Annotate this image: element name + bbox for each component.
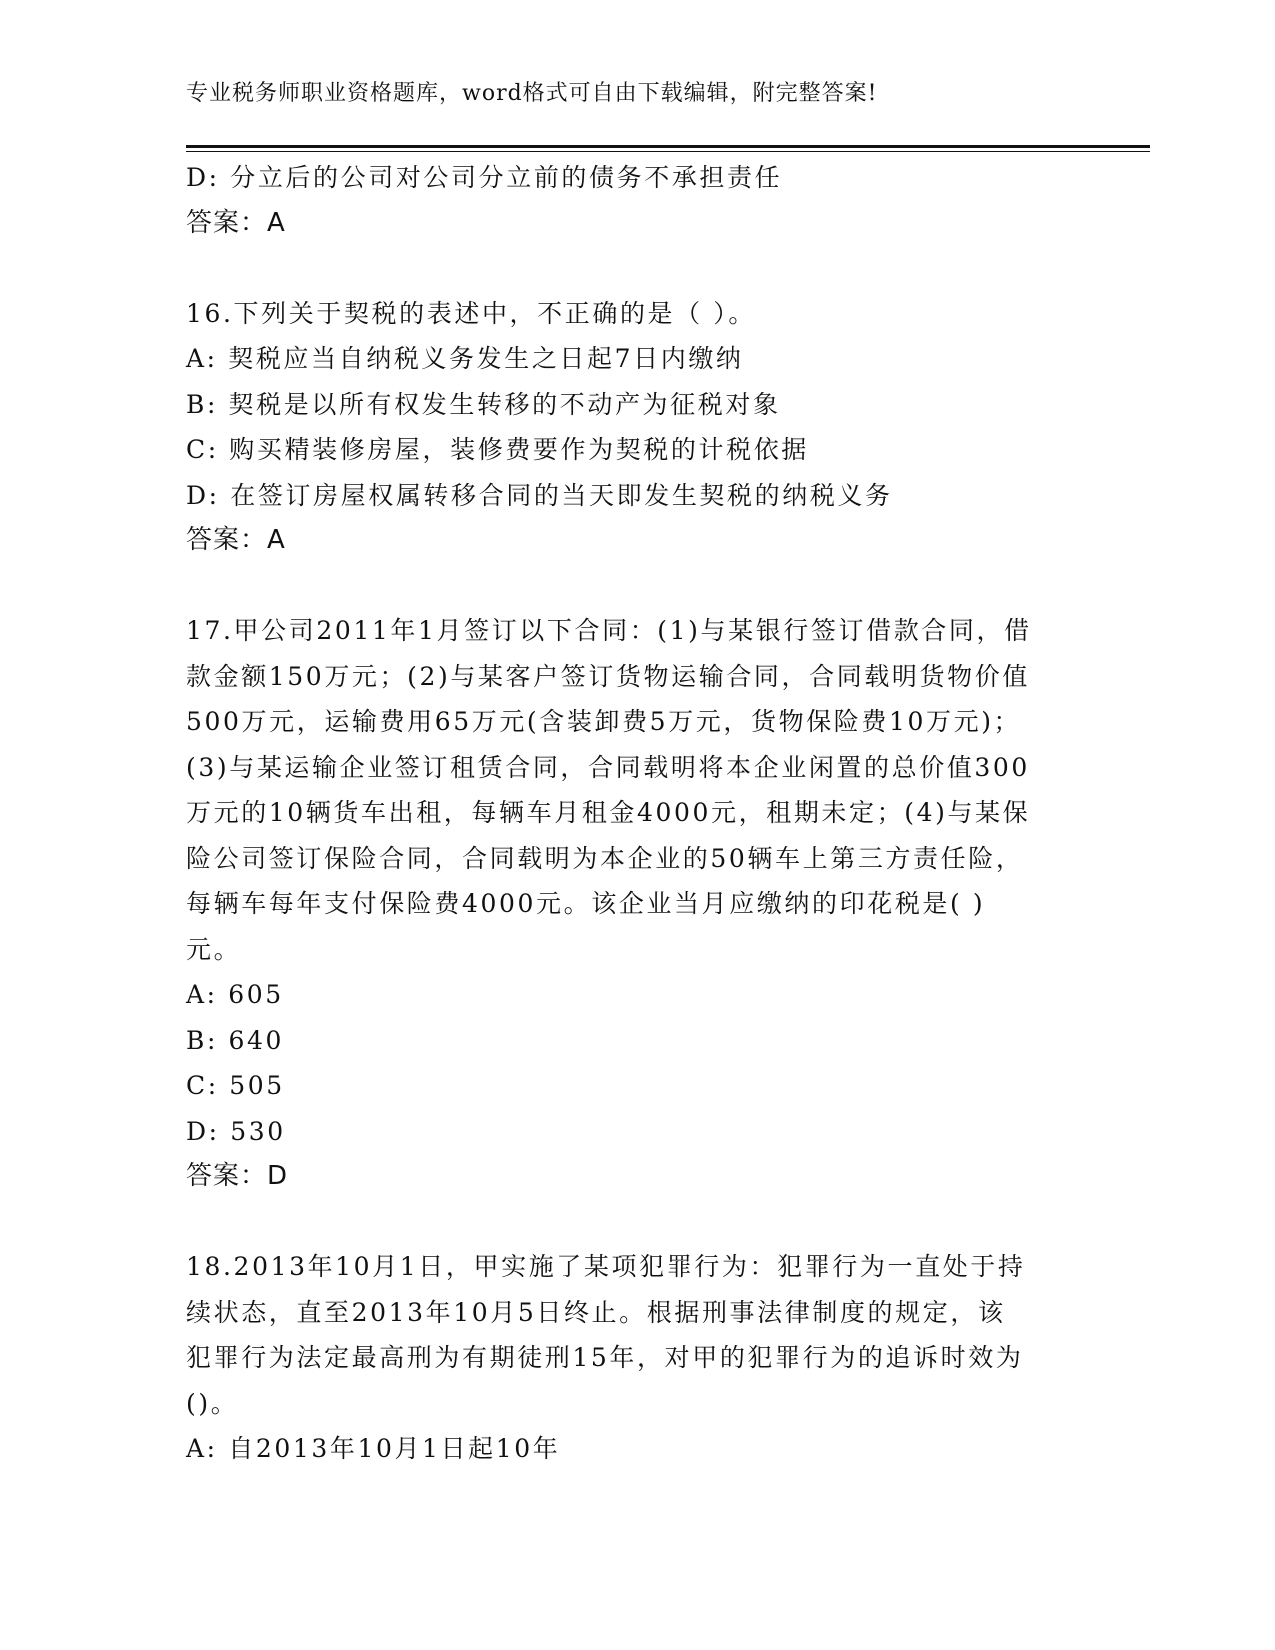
answer: 答案：A <box>186 207 286 238</box>
option-d: D: 分立后的公司对公司分立前的债务不承担责任 <box>186 163 783 192</box>
question-stem-line: 款金额150万元；(2)与某客户签订货物运输合同，合同载明货物价值 <box>186 661 1030 691</box>
option-a: A: 契税应当自纳税义务发生之日起7日内缴纳 <box>186 344 744 373</box>
option-b: B: 契税是以所有权发生转移的不动产为征税对象 <box>186 389 781 419</box>
option-a: A: 自2013年10月1日起10年 <box>186 1434 561 1463</box>
question-stem-line: 万元的10辆货车出租，每辆车月租金4000元，租期未定；(4)与某保 <box>186 798 1031 827</box>
question-stem: 16.下列关于契税的表述中，不正确的是（ ）。 <box>186 298 757 328</box>
option-c: C: 505 <box>186 1071 285 1100</box>
question-18 <box>186 1244 1086 1472</box>
page-header: 专业税务师职业资格题库，word格式可自由下载编辑，附完整答案! <box>186 81 878 106</box>
question-stem-line: 元。 <box>186 934 242 964</box>
spacer <box>186 246 1086 291</box>
question-stem-line: 500万元，运输费用65万元(含装卸费5万元，货物保险费10万元)； <box>186 707 1022 736</box>
question-list <box>186 155 1086 1472</box>
question-15 <box>186 155 1086 246</box>
answer: 答案：D <box>186 1161 289 1191</box>
option-c: C: 购买精装修房屋，装修费要作为契税的计税依据 <box>186 435 809 464</box>
question-16 <box>186 291 1086 564</box>
option-d: D: 在签订房屋权属转移合同的当天即发生契税的纳税义务 <box>186 480 893 510</box>
question-stem-line: ()。 <box>186 1388 239 1418</box>
question-stem-line: 续状态，直至2013年10月5日终止。根据刑事法律制度的规定，该 <box>186 1297 1006 1327</box>
spacer <box>186 563 1086 608</box>
question-stem-line: 每辆车每年支付保险费4000元。该企业当月应缴纳的印花税是( ) <box>186 889 986 918</box>
question-stem-line: 17.甲公司2011年1月签订以下合同：(1)与某银行签订借款合同，借 <box>186 616 1032 645</box>
header-divider-thick <box>186 145 1150 148</box>
option-b: B: 640 <box>186 1025 285 1055</box>
option-a: A: 605 <box>186 980 284 1009</box>
question-stem-line: (3)与某运输企业签订租赁合同，合同载明将本企业闲置的总价值300 <box>186 752 1030 782</box>
question-stem-line: 18.2013年10月1日，甲实施了某项犯罪行为：犯罪行为一直处于持 <box>186 1252 1026 1281</box>
question-17 <box>186 608 1086 1199</box>
option-d: D: 530 <box>186 1116 286 1146</box>
header-divider-thin <box>186 151 1150 152</box>
spacer <box>186 1199 1086 1244</box>
question-stem-line: 犯罪行为法定最高刑为有期徒刑15年，对甲的犯罪行为的追诉时效为 <box>186 1343 1024 1372</box>
answer: 答案：A <box>186 525 286 555</box>
question-stem-line: 险公司签订保险合同，合同载明为本企业的50辆车上第三方责任险， <box>186 843 1024 873</box>
